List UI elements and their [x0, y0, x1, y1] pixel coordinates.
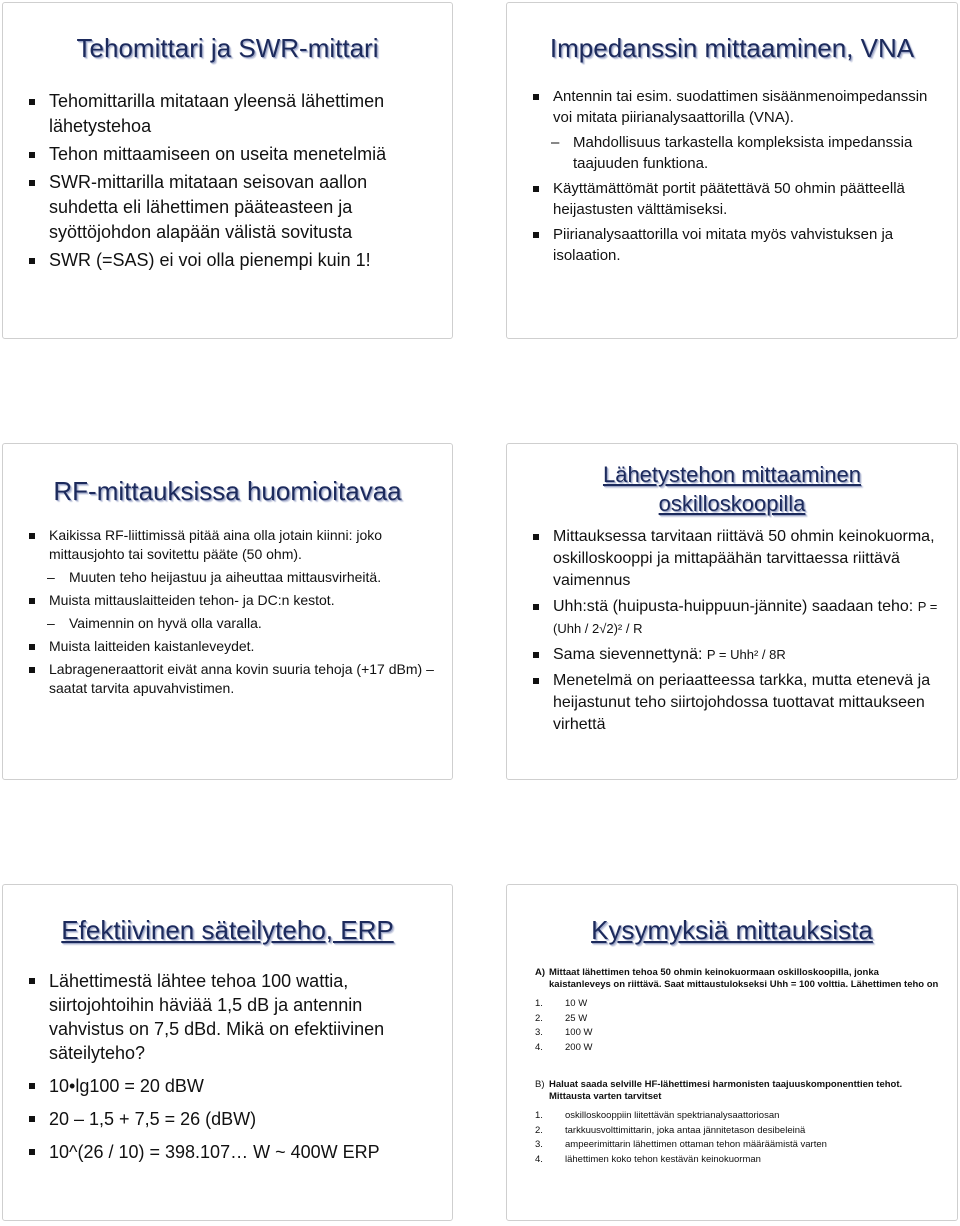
- answer-option: [535, 1026, 943, 1041]
- bullet-item: Antennin tai esim. suodattimen sisäänmenoimpedanssin voi mitata piirianalysaattorilla (VNA).: [533, 86, 943, 128]
- slide-title: Impedanssin mittaaminen, VNA: [549, 33, 915, 63]
- answer-option: [535, 1012, 943, 1027]
- question-a: [535, 967, 943, 1055]
- bullet-list: [29, 526, 440, 698]
- bullet-item: [533, 644, 947, 666]
- slide-erp: [2, 884, 453, 1221]
- slide-tehomittari: [2, 2, 453, 339]
- sub-bullet-item: – Muuten teho heijastuu ja aiheuttaa mittausvirheitä.: [29, 568, 440, 587]
- answer-option: [535, 1124, 943, 1139]
- bullet-item: Piirianalysaattorilla voi mitata myös vahvistuksen ja isolaation.: [533, 224, 943, 266]
- bullet-text: Mittauksessa tarvitaan riittävä 50 ohmin keinokuorma, oskilloskooppi ja mittapäähän tarvittaessa riittävä vaimennus: [553, 528, 935, 589]
- slide-title: [507, 460, 957, 518]
- bullet-item: Labrageneraattorit eivät anna kovin suuria tehoja (+17 dBm) – saatat tarvita apuvahvistimen.: [29, 660, 440, 698]
- bullet-list: [533, 86, 943, 266]
- option-text: 10 W: [565, 998, 588, 1009]
- bullet-item: Kaikissa RF-liittimissä pitää aina olla jotain kiinni: joko mittausjohto tai sovitettu pääte (50 ohm).: [29, 526, 440, 564]
- slide-title: RF-mittauksissa huomioitavaa: [53, 476, 402, 506]
- bullet-item: Käyttämättömät portit päätettävä 50 ohmin päätteellä heijastusten välttämiseksi.: [533, 178, 943, 220]
- slide-rf-mittaukset: [2, 443, 453, 780]
- bullet-item: Tehon mittaamiseen on useita menetelmiä: [29, 142, 438, 167]
- slide-kysymyksia: [506, 884, 958, 1221]
- answer-option: [535, 1138, 943, 1153]
- sub-bullet-item: – Mahdollisuus tarkastella kompleksista impedanssia taajuuden funktiona.: [533, 132, 943, 174]
- option-text: 100 W: [565, 1027, 593, 1038]
- slide-lahetysteho: [506, 443, 958, 780]
- answer-option: [535, 1153, 943, 1168]
- question-body: Haluat saada selville HF-lähettimesi harmonisten taajuuskomponenttien tehot. Mittausta varten tarvitset: [549, 1079, 903, 1102]
- option-number: 1.: [535, 1110, 543, 1121]
- bullet-item: [533, 526, 947, 592]
- bullet-item: Tehomittarilla mitataan yleensä lähettimen lähetystehoa: [29, 89, 438, 139]
- simplified-formula: P = Uhh² / 8R: [706, 647, 786, 662]
- sub-bullet-item: – Vaimennin on hyvä olla varalla.: [29, 614, 440, 633]
- bullet-text: Sama sievennettynä:: [553, 646, 707, 663]
- bullet-item: SWR (=SAS) ei voi olla pienempi kuin 1!: [29, 248, 438, 273]
- slide-title: Kysymyksiä mittauksista: [591, 915, 873, 945]
- bullet-list: [29, 89, 438, 273]
- title-line: Lähetystehon mittaaminen: [602, 462, 862, 487]
- bullet-text: Menetelmä on periaatteessa tarkka, mutta etenevä ja heijastunut teho siirtojohdossa tuottavat mittaukseen virhettä: [553, 672, 931, 733]
- slide-impedanssi: [506, 2, 958, 339]
- bullet-text: Uhh:stä (huipusta-huippuun-jännite) saadaan teho:: [553, 598, 918, 615]
- question-b: [535, 1079, 943, 1167]
- option-number: 2.: [535, 1124, 543, 1136]
- question-prefix: A): [535, 967, 546, 978]
- answer-options: [535, 1109, 943, 1167]
- bullet-item: Muista mittauslaitteiden tehon- ja DC:n kestot.: [29, 591, 440, 610]
- bullet-list: [533, 526, 947, 736]
- bullet-item: 10^(26 / 10) = 398.107… W ~ 400W ERP: [29, 1140, 440, 1164]
- answer-option: [535, 1041, 943, 1056]
- slide-title: Tehomittari ja SWR-mittari: [76, 33, 379, 63]
- bullet-item: [533, 596, 947, 640]
- option-number: 3.: [535, 1027, 543, 1038]
- option-text: oskilloskooppiin liitettävän spektrianalysaattoriosan: [565, 1110, 780, 1121]
- bullet-item: Muista laitteiden kaistanleveydet.: [29, 637, 440, 656]
- option-text: tarkkuusvolttimittarin, joka antaa jännitetason desibeleinä: [565, 1124, 806, 1136]
- power-formula: P = (Uhh / 2√2)² / R: [553, 599, 938, 636]
- option-number: 4.: [535, 1153, 543, 1165]
- option-number: 4.: [535, 1041, 543, 1053]
- bullet-item: SWR-mittarilla mitataan seisovan aallon suhdetta eli lähettimen pääteasteen ja syöttöjohdon alapään välistä sovitusta: [29, 170, 438, 245]
- answer-option: [535, 997, 943, 1012]
- bullet-item: Lähettimestä lähtee tehoa 100 wattia, siirtojohtoihin häviää 1,5 dB ja antennin vahvistus on 7,5 dBd. Mikä on efektiivinen säteilyteho?: [29, 969, 440, 1065]
- option-number: 2.: [535, 1012, 543, 1024]
- option-text: 200 W: [565, 1041, 593, 1053]
- slide-title: Efektiivinen säteilyteho, ERP: [61, 915, 394, 945]
- question-a-text: [535, 967, 943, 991]
- question-prefix: B): [535, 1079, 545, 1090]
- bullet-list: [29, 969, 440, 1164]
- option-text: ampeerimittarin lähettimen ottaman tehon määräämistä varten: [565, 1139, 827, 1150]
- title-line: oskilloskoopilla: [658, 491, 806, 516]
- option-number: 3.: [535, 1139, 543, 1150]
- question-b-text: [535, 1079, 943, 1103]
- option-number: 1.: [535, 998, 543, 1009]
- answer-options: [535, 997, 943, 1055]
- question-body: Mittaat lähettimen tehoa 50 ohmin keinokuormaan oskilloskoopilla, jonka kaistanleveys on riittävä. Saat mittaustulokseksi Uhh = 100 volttia. Lähettimen teho on: [549, 967, 939, 990]
- bullet-item: [533, 670, 947, 736]
- option-text: lähettimen koko tehon kestävän keinokuorman: [565, 1153, 761, 1165]
- bullet-item: 20 – 1,5 + 7,5 = 26 (dBW): [29, 1107, 440, 1131]
- bullet-item: 10•lg100 = 20 dBW: [29, 1074, 440, 1098]
- option-text: 25 W: [565, 1012, 588, 1024]
- answer-option: [535, 1109, 943, 1124]
